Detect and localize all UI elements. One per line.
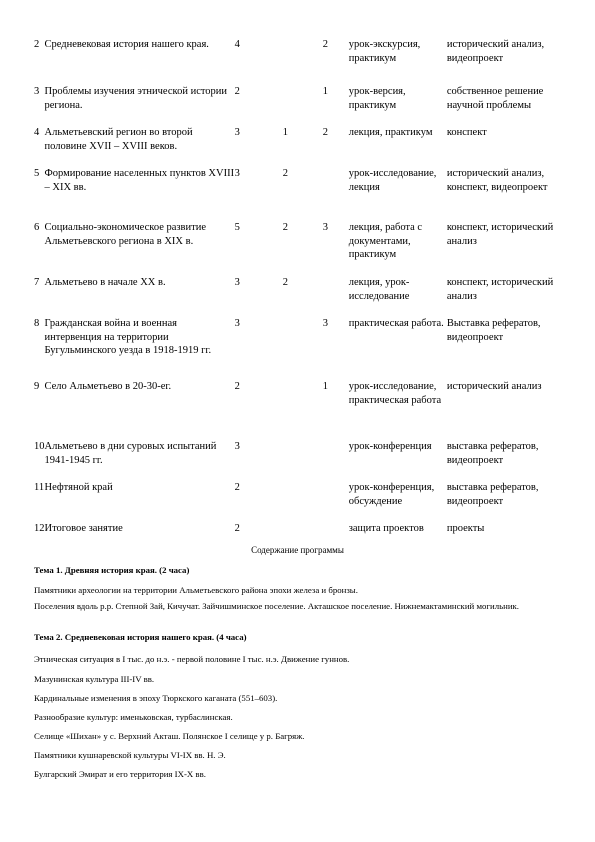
row-control-form: выставка рефератов, видеопроект (446, 441, 539, 466)
table-row (34, 79, 564, 126)
table-row (34, 209, 564, 276)
row-total-hours: 4 (234, 39, 240, 50)
row-total-hours: 3 (234, 168, 240, 180)
row-number: 6 (34, 222, 40, 233)
row-practice-hours: 1 (322, 381, 328, 392)
row-total-hours: 3 (234, 127, 240, 139)
content-paragraph: Булгарский Эмират и его территория IX-X вв. (34, 769, 206, 779)
row-practice-hours: 3 (322, 222, 328, 233)
content-paragraph: Мазунинская культура III-IV вв. (34, 674, 155, 684)
row-topic: Проблемы изучения этнической истории региона. (44, 86, 228, 111)
row-control-form: исторический анализ, конспект, видеопроект (446, 168, 548, 193)
row-lesson-form: защита проектов (348, 523, 424, 535)
row-theory-hours: 1 (282, 127, 288, 139)
table-row (34, 167, 564, 208)
row-lesson-form: урок-конференция (348, 441, 432, 452)
content-paragraph: Разнообразие культур: именьковская, турбаслинская. (34, 712, 233, 722)
row-number: 8 (34, 318, 40, 330)
row-theory-hours (283, 79, 323, 126)
content-paragraph: Поселения вдоль р.р. Степной Зай, Кичучат. Зайчишминское поселение. Акташское поселение. Нижнемактаминский могильник. (34, 601, 520, 611)
row-lesson-form: урок-версия, практикум (348, 86, 406, 111)
row-control-form: конспект, исторический анализ (446, 222, 554, 247)
content-section-title: Содержание программы (251, 545, 344, 555)
row-topic: Итоговое занятие (44, 523, 123, 535)
row-total-hours: 2 (234, 86, 240, 97)
content-paragraph: Кардинальные изменения в эпоху Тюркского каганата (551–603). (34, 693, 278, 703)
row-number: 4 (34, 127, 40, 139)
row-lesson-form: лекция, работа с документами, практикум (348, 222, 423, 261)
row-lesson-form: урок-конференция, обсуждение (348, 482, 435, 507)
row-practice-hours: 1 (322, 86, 328, 97)
content-paragraph: Этническая ситуация в I тыс. до н.э. - первой половине I тыс. н.э. Движение гуннов. (34, 654, 350, 664)
row-control-form: собственное решение научной проблемы (446, 86, 544, 111)
row-theory-hours: 2 (282, 222, 288, 233)
row-number: 10 (34, 441, 45, 452)
content-paragraph: Памятники археологии на территории Альметьевского района эпохи железа и бронзы. (34, 585, 358, 595)
row-theory-hours (283, 421, 323, 481)
row-practice-hours: 3 (322, 318, 328, 330)
row-topic: Альметьевский регион во второй половине XVII – XVIII веков. (44, 127, 193, 152)
row-topic: Гражданская война и военная интервенция на территории Бугульминского уезда в 1918-1919 гг. (44, 318, 212, 357)
table-row (34, 276, 564, 317)
row-number: 11 (34, 482, 45, 494)
row-total-hours: 3 (234, 277, 240, 288)
row-practice-hours (323, 421, 349, 481)
row-total-hours: 2 (234, 381, 240, 392)
row-total-hours: 2 (234, 482, 240, 494)
row-theory-hours: 2 (282, 277, 288, 288)
row-lesson-form: лекция, урок-исследование (348, 277, 410, 302)
row-practice-hours (323, 167, 349, 208)
table-row (34, 126, 564, 167)
row-lesson-form: лекция, практикум (348, 127, 433, 139)
row-control-form: Выставка рефератов, видеопроект (446, 318, 541, 343)
row-topic: Альметьево в дни суровых испытаний 1941-1945 гг. (44, 441, 217, 466)
row-theory-hours (283, 38, 323, 79)
row-topic: Нефтяной край (44, 482, 113, 494)
content-paragraph: Селище «Шихан» у с. Верхний Акташ. Полянское I селище у р. Багряж. (34, 731, 305, 741)
row-topic: Формирование населенных пунктов XVIII – XIX вв. (44, 168, 235, 193)
table-row (34, 481, 564, 522)
row-theory-hours (283, 481, 323, 522)
row-number: 2 (34, 39, 40, 50)
row-topic: Альметьево в начале XX в. (44, 277, 166, 288)
row-topic: Село Альметьево в 20-30-ег. (44, 381, 172, 392)
row-control-form: выставка рефератов, видеопроект (446, 482, 539, 507)
content-paragraph: Памятники кушнаревской культуры VI-IX вв. Н. Э. (34, 750, 226, 760)
row-lesson-form: урок-исследование, лекция (348, 168, 437, 193)
row-practice-hours: 2 (322, 39, 328, 50)
row-total-hours: 2 (234, 523, 240, 535)
curriculum-table (34, 38, 564, 550)
table-row (34, 317, 564, 372)
row-topic: Социально-экономическое развитие Альметьевского региона в XIX в. (44, 222, 206, 247)
table-row (34, 421, 564, 481)
row-number: 7 (34, 277, 40, 288)
row-control-form: конспект, исторический анализ (446, 277, 554, 302)
row-topic: Средневековая история нашего края. (44, 39, 209, 50)
row-practice-hours (323, 276, 349, 317)
row-number: 9 (34, 381, 40, 392)
row-number: 5 (34, 168, 40, 180)
row-number: 3 (34, 86, 40, 97)
row-lesson-form: практическая работа. (348, 318, 444, 330)
row-control-form: конспект (446, 127, 487, 139)
row-theory-hours (283, 372, 323, 421)
row-lesson-form: урок-экскурсия, практикум (348, 39, 421, 64)
row-practice-hours (323, 481, 349, 522)
row-control-form: проекты (446, 523, 485, 535)
row-control-form: исторический анализ (446, 381, 542, 392)
topic-heading: Тема 2. Средневековая история нашего края. (4 часа) (34, 632, 247, 642)
row-total-hours: 3 (234, 441, 240, 452)
table-row (34, 372, 564, 421)
row-lesson-form: урок-исследование, практическая работа (348, 381, 442, 406)
curriculum-table-body (34, 38, 564, 550)
row-control-form: исторический анализ, видеопроект (446, 39, 545, 64)
row-theory-hours (283, 317, 323, 372)
row-number: 12 (34, 523, 45, 535)
row-total-hours: 3 (234, 318, 240, 330)
topic-heading: Тема 1. Древняя история края. (2 часа) (34, 565, 190, 575)
row-total-hours: 5 (234, 222, 240, 233)
row-theory-hours: 2 (282, 168, 288, 180)
table-row (34, 38, 564, 79)
row-practice-hours: 2 (322, 127, 328, 139)
